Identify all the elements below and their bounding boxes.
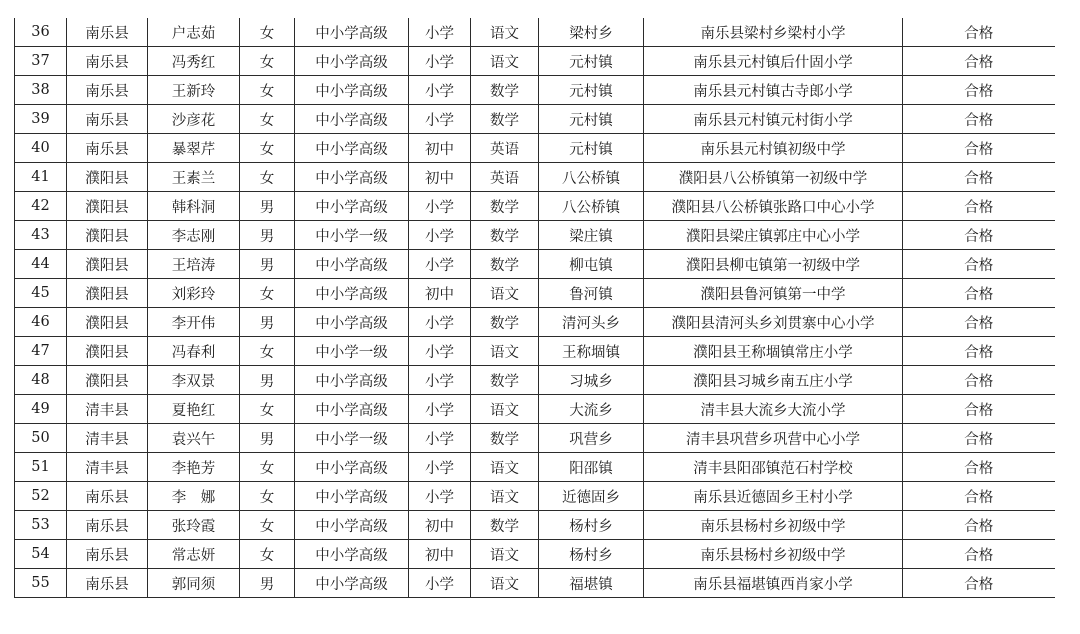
school-level-cell: 小学	[409, 221, 471, 250]
township-cell: 元村镇	[539, 134, 644, 163]
subject-cell: 语文	[471, 18, 539, 47]
subject-cell: 数学	[471, 192, 539, 221]
school-level-cell: 小学	[409, 569, 471, 598]
school-level-cell: 小学	[409, 105, 471, 134]
school-level-cell: 初中	[409, 163, 471, 192]
result-cell: 合格	[903, 569, 1055, 598]
table-row	[15, 337, 1055, 366]
row-number-cell: 37	[15, 47, 67, 76]
township-cell: 八公桥镇	[539, 163, 644, 192]
row-number-cell: 47	[15, 337, 67, 366]
row-number-cell: 42	[15, 192, 67, 221]
table-row	[15, 134, 1055, 163]
name-cell: 王素兰	[148, 163, 240, 192]
row-number-cell: 46	[15, 308, 67, 337]
school-level-cell: 小学	[409, 337, 471, 366]
school-cell: 南乐县福堪镇西肖家小学	[644, 569, 903, 598]
table-row	[15, 105, 1055, 134]
township-cell: 杨村乡	[539, 511, 644, 540]
name-cell: 李 娜	[148, 482, 240, 511]
gender-cell: 女	[240, 482, 295, 511]
township-cell: 八公桥镇	[539, 192, 644, 221]
township-cell: 元村镇	[539, 105, 644, 134]
township-cell: 王称堌镇	[539, 337, 644, 366]
school-level-cell: 初中	[409, 511, 471, 540]
school-cell: 濮阳县王称堌镇常庄小学	[644, 337, 903, 366]
table-row	[15, 569, 1055, 598]
gender-cell: 女	[240, 337, 295, 366]
gender-cell: 女	[240, 47, 295, 76]
table-row	[15, 366, 1055, 395]
title-level-cell: 中小学高级	[295, 395, 409, 424]
school-cell: 南乐县元村镇初级中学	[644, 134, 903, 163]
township-cell: 巩营乡	[539, 424, 644, 453]
name-cell: 常志妍	[148, 540, 240, 569]
subject-cell: 语文	[471, 569, 539, 598]
result-cell: 合格	[903, 424, 1055, 453]
title-level-cell: 中小学高级	[295, 569, 409, 598]
result-cell: 合格	[903, 76, 1055, 105]
result-cell: 合格	[903, 192, 1055, 221]
school-level-cell: 小学	[409, 76, 471, 105]
result-cell: 合格	[903, 395, 1055, 424]
school-cell: 南乐县梁村乡梁村小学	[644, 18, 903, 47]
township-cell: 大流乡	[539, 395, 644, 424]
title-level-cell: 中小学高级	[295, 250, 409, 279]
row-number-cell: 51	[15, 453, 67, 482]
subject-cell: 语文	[471, 453, 539, 482]
gender-cell: 男	[240, 250, 295, 279]
name-cell: 冯秀红	[148, 47, 240, 76]
township-cell: 梁庄镇	[539, 221, 644, 250]
gender-cell: 女	[240, 453, 295, 482]
county-cell: 濮阳县	[67, 279, 148, 308]
name-cell: 冯春利	[148, 337, 240, 366]
row-number-cell: 36	[15, 18, 67, 47]
row-number-cell: 53	[15, 511, 67, 540]
township-cell: 梁村乡	[539, 18, 644, 47]
table-row	[15, 47, 1055, 76]
subject-cell: 数学	[471, 511, 539, 540]
township-cell: 元村镇	[539, 47, 644, 76]
result-cell: 合格	[903, 366, 1055, 395]
subject-cell: 语文	[471, 482, 539, 511]
school-cell: 清丰县大流乡大流小学	[644, 395, 903, 424]
result-cell: 合格	[903, 250, 1055, 279]
name-cell: 韩科洞	[148, 192, 240, 221]
table-row	[15, 511, 1055, 540]
gender-cell: 女	[240, 540, 295, 569]
row-number-cell: 50	[15, 424, 67, 453]
gender-cell: 女	[240, 511, 295, 540]
school-cell: 南乐县近德固乡王村小学	[644, 482, 903, 511]
row-number-cell: 43	[15, 221, 67, 250]
title-level-cell: 中小学高级	[295, 47, 409, 76]
result-cell: 合格	[903, 163, 1055, 192]
county-cell: 南乐县	[67, 105, 148, 134]
county-cell: 南乐县	[67, 134, 148, 163]
title-level-cell: 中小学高级	[295, 308, 409, 337]
table-row	[15, 18, 1055, 47]
school-cell: 濮阳县八公桥镇第一初级中学	[644, 163, 903, 192]
name-cell: 刘彩玲	[148, 279, 240, 308]
subject-cell: 语文	[471, 395, 539, 424]
subject-cell: 语文	[471, 337, 539, 366]
township-cell: 元村镇	[539, 76, 644, 105]
table-row	[15, 453, 1055, 482]
county-cell: 南乐县	[67, 511, 148, 540]
school-cell: 濮阳县鲁河镇第一中学	[644, 279, 903, 308]
school-cell: 濮阳县八公桥镇张路口中心小学	[644, 192, 903, 221]
county-cell: 清丰县	[67, 424, 148, 453]
title-level-cell: 中小学高级	[295, 540, 409, 569]
township-cell: 柳屯镇	[539, 250, 644, 279]
county-cell: 濮阳县	[67, 163, 148, 192]
school-cell: 濮阳县清河头乡刘贯寨中心小学	[644, 308, 903, 337]
gender-cell: 男	[240, 221, 295, 250]
row-number-cell: 45	[15, 279, 67, 308]
gender-cell: 男	[240, 424, 295, 453]
school-cell: 清丰县阳邵镇范石村学校	[644, 453, 903, 482]
school-cell: 濮阳县柳屯镇第一初级中学	[644, 250, 903, 279]
gender-cell: 男	[240, 192, 295, 221]
name-cell: 夏艳红	[148, 395, 240, 424]
gender-cell: 男	[240, 569, 295, 598]
county-cell: 濮阳县	[67, 250, 148, 279]
township-cell: 清河头乡	[539, 308, 644, 337]
row-number-cell: 39	[15, 105, 67, 134]
row-number-cell: 52	[15, 482, 67, 511]
name-cell: 袁兴午	[148, 424, 240, 453]
row-number-cell: 44	[15, 250, 67, 279]
gender-cell: 女	[240, 105, 295, 134]
county-cell: 濮阳县	[67, 192, 148, 221]
name-cell: 户志茹	[148, 18, 240, 47]
result-cell: 合格	[903, 18, 1055, 47]
township-cell: 近德固乡	[539, 482, 644, 511]
title-level-cell: 中小学高级	[295, 279, 409, 308]
subject-cell: 数学	[471, 250, 539, 279]
county-cell: 南乐县	[67, 482, 148, 511]
subject-cell: 数学	[471, 366, 539, 395]
township-cell: 福堪镇	[539, 569, 644, 598]
subject-cell: 语文	[471, 279, 539, 308]
name-cell: 郭同须	[148, 569, 240, 598]
school-level-cell: 小学	[409, 47, 471, 76]
subject-cell: 数学	[471, 105, 539, 134]
result-cell: 合格	[903, 47, 1055, 76]
result-cell: 合格	[903, 453, 1055, 482]
school-level-cell: 小学	[409, 250, 471, 279]
teacher-list-table	[14, 18, 1055, 598]
school-level-cell: 初中	[409, 134, 471, 163]
row-number-cell: 55	[15, 569, 67, 598]
table-row	[15, 540, 1055, 569]
school-cell: 濮阳县习城乡南五庄小学	[644, 366, 903, 395]
table-row	[15, 395, 1055, 424]
township-cell: 杨村乡	[539, 540, 644, 569]
title-level-cell: 中小学高级	[295, 511, 409, 540]
township-cell: 鲁河镇	[539, 279, 644, 308]
gender-cell: 女	[240, 18, 295, 47]
row-number-cell: 40	[15, 134, 67, 163]
table-row	[15, 308, 1055, 337]
gender-cell: 女	[240, 163, 295, 192]
table-row	[15, 76, 1055, 105]
table-row	[15, 424, 1055, 453]
table-row	[15, 163, 1055, 192]
name-cell: 李双景	[148, 366, 240, 395]
gender-cell: 女	[240, 134, 295, 163]
name-cell: 张玲霞	[148, 511, 240, 540]
row-number-cell: 38	[15, 76, 67, 105]
title-level-cell: 中小学高级	[295, 453, 409, 482]
subject-cell: 语文	[471, 540, 539, 569]
result-cell: 合格	[903, 308, 1055, 337]
school-level-cell: 小学	[409, 395, 471, 424]
table-body	[15, 18, 1055, 598]
table-row	[15, 482, 1055, 511]
title-level-cell: 中小学高级	[295, 18, 409, 47]
title-level-cell: 中小学一级	[295, 221, 409, 250]
name-cell: 李艳芳	[148, 453, 240, 482]
name-cell: 李开伟	[148, 308, 240, 337]
result-cell: 合格	[903, 134, 1055, 163]
result-cell: 合格	[903, 221, 1055, 250]
title-level-cell: 中小学高级	[295, 482, 409, 511]
subject-cell: 数学	[471, 308, 539, 337]
county-cell: 清丰县	[67, 453, 148, 482]
name-cell: 暴翠芹	[148, 134, 240, 163]
result-cell: 合格	[903, 337, 1055, 366]
school-cell: 南乐县元村镇后什固小学	[644, 47, 903, 76]
county-cell: 南乐县	[67, 540, 148, 569]
school-cell: 南乐县杨村乡初级中学	[644, 540, 903, 569]
gender-cell: 女	[240, 279, 295, 308]
gender-cell: 女	[240, 395, 295, 424]
school-cell: 南乐县元村镇古寺郎小学	[644, 76, 903, 105]
gender-cell: 男	[240, 366, 295, 395]
table-row	[15, 192, 1055, 221]
result-cell: 合格	[903, 105, 1055, 134]
result-cell: 合格	[903, 279, 1055, 308]
title-level-cell: 中小学一级	[295, 424, 409, 453]
result-cell: 合格	[903, 482, 1055, 511]
title-level-cell: 中小学高级	[295, 192, 409, 221]
subject-cell: 英语	[471, 134, 539, 163]
title-level-cell: 中小学高级	[295, 366, 409, 395]
table-row	[15, 250, 1055, 279]
title-level-cell: 中小学高级	[295, 76, 409, 105]
school-level-cell: 小学	[409, 453, 471, 482]
school-level-cell: 小学	[409, 192, 471, 221]
row-number-cell: 48	[15, 366, 67, 395]
school-cell: 南乐县杨村乡初级中学	[644, 511, 903, 540]
subject-cell: 数学	[471, 221, 539, 250]
school-cell: 南乐县元村镇元村街小学	[644, 105, 903, 134]
county-cell: 濮阳县	[67, 337, 148, 366]
school-level-cell: 初中	[409, 540, 471, 569]
school-cell: 濮阳县梁庄镇郭庄中心小学	[644, 221, 903, 250]
result-cell: 合格	[903, 540, 1055, 569]
name-cell: 李志刚	[148, 221, 240, 250]
school-level-cell: 小学	[409, 366, 471, 395]
table-row	[15, 279, 1055, 308]
county-cell: 南乐县	[67, 18, 148, 47]
row-number-cell: 54	[15, 540, 67, 569]
county-cell: 濮阳县	[67, 308, 148, 337]
name-cell: 王培涛	[148, 250, 240, 279]
row-number-cell: 41	[15, 163, 67, 192]
county-cell: 南乐县	[67, 47, 148, 76]
result-cell: 合格	[903, 511, 1055, 540]
county-cell: 濮阳县	[67, 366, 148, 395]
gender-cell: 男	[240, 308, 295, 337]
name-cell: 王新玲	[148, 76, 240, 105]
county-cell: 南乐县	[67, 569, 148, 598]
township-cell: 阳邵镇	[539, 453, 644, 482]
township-cell: 习城乡	[539, 366, 644, 395]
name-cell: 沙彦花	[148, 105, 240, 134]
title-level-cell: 中小学高级	[295, 134, 409, 163]
county-cell: 濮阳县	[67, 221, 148, 250]
title-level-cell: 中小学一级	[295, 337, 409, 366]
table-row	[15, 221, 1055, 250]
subject-cell: 英语	[471, 163, 539, 192]
county-cell: 清丰县	[67, 395, 148, 424]
school-level-cell: 小学	[409, 308, 471, 337]
school-level-cell: 初中	[409, 279, 471, 308]
gender-cell: 女	[240, 76, 295, 105]
school-level-cell: 小学	[409, 424, 471, 453]
subject-cell: 数学	[471, 76, 539, 105]
county-cell: 南乐县	[67, 76, 148, 105]
title-level-cell: 中小学高级	[295, 105, 409, 134]
school-cell: 清丰县巩营乡巩营中心小学	[644, 424, 903, 453]
school-level-cell: 小学	[409, 482, 471, 511]
subject-cell: 数学	[471, 424, 539, 453]
title-level-cell: 中小学高级	[295, 163, 409, 192]
school-level-cell: 小学	[409, 18, 471, 47]
row-number-cell: 49	[15, 395, 67, 424]
subject-cell: 语文	[471, 47, 539, 76]
